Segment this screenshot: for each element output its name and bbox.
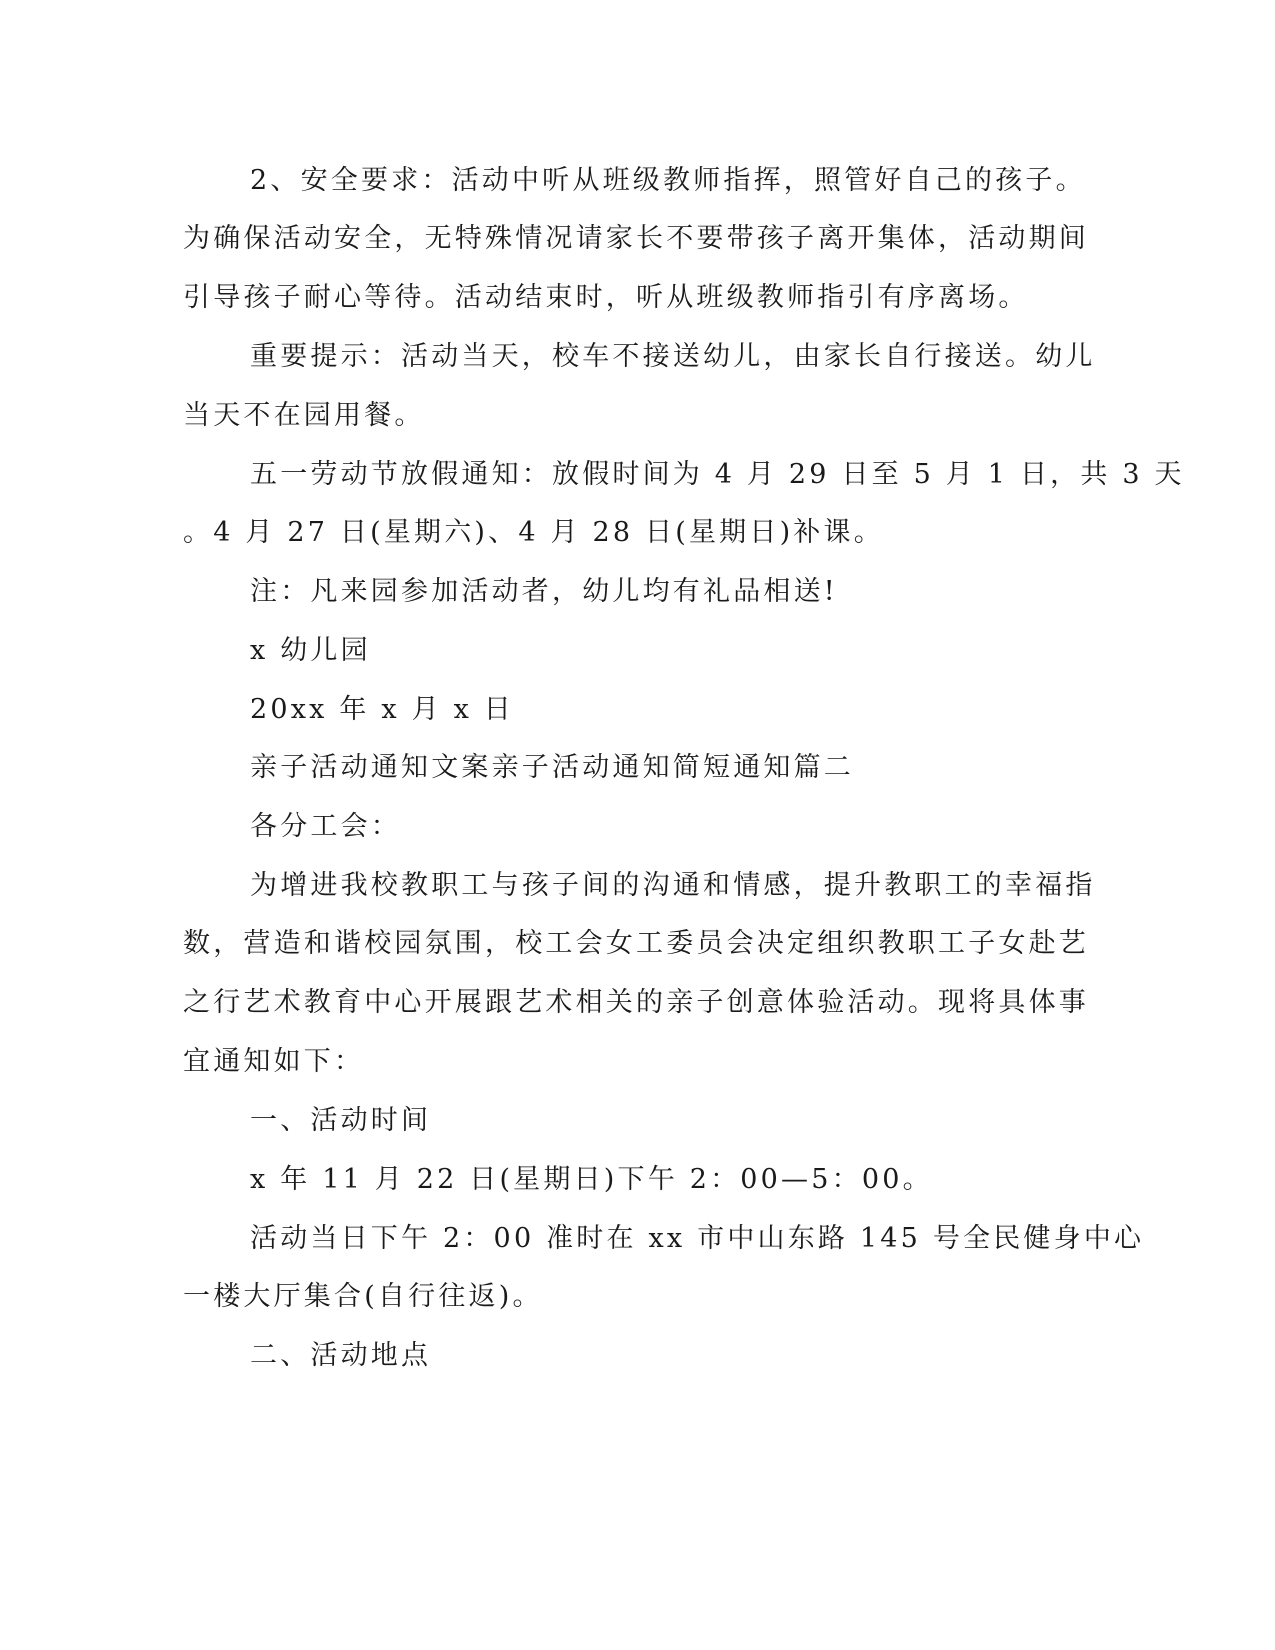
paragraph-line: 五一劳动节放假通知：放假时间为 4 月 29 日至 5 月 1 日，共 3 天 xyxy=(250,459,1185,490)
paragraph-line: 重要提示：活动当天，校车不接送幼儿，由家长自行接送。幼儿 xyxy=(250,341,1096,372)
paragraph-line: 当天不在园用餐。 xyxy=(183,400,425,431)
salutation: 各分工会： xyxy=(250,811,401,842)
paragraph-line: 宜通知如下： xyxy=(183,1046,365,1077)
paragraph-line: 一楼大厅集合(自行往返)。 xyxy=(183,1281,543,1312)
section-title: 亲子活动通知文案亲子活动通知简短通知篇二 xyxy=(250,752,854,783)
paragraph-line: x 年 11 月 22 日(星期日)下午 2：00—5：00。 xyxy=(250,1164,933,1195)
paragraph-line: 注：凡来园参加活动者，幼儿均有礼品相送! xyxy=(250,576,838,607)
paragraph-line: 活动当日下午 2：00 准时在 xx 市中山东路 145 号全民健身中心 xyxy=(250,1223,1145,1254)
paragraph-line: 。4 月 27 日(星期六)、4 月 28 日(星期日)补课。 xyxy=(183,517,884,548)
paragraph-line: 之行艺术教育中心开展跟艺术相关的亲子创意体验活动。现将具体事 xyxy=(183,987,1089,1018)
heading-activity-location: 二、活动地点 xyxy=(250,1340,432,1371)
paragraph-line: 为增进我校教职工与孩子间的沟通和情感，提升教职工的幸福指 xyxy=(250,870,1096,901)
heading-activity-time: 一、活动时间 xyxy=(250,1105,432,1136)
signature-date: 20xx 年 x 月 x 日 xyxy=(250,694,514,725)
paragraph-line: 数，营造和谐校园氛围，校工会女工委员会决定组织教职工子女赴艺 xyxy=(183,928,1089,959)
paragraph-line: 2、安全要求：活动中听从班级教师指挥，照管好自己的孩子。 xyxy=(250,165,1086,196)
paragraph-line: 为确保活动安全，无特殊情况请家长不要带孩子离开集体，活动期间 xyxy=(183,223,1089,254)
paragraph-line: 引导孩子耐心等待。活动结束时，听从班级教师指引有序离场。 xyxy=(183,282,1029,313)
signature-org: x 幼儿园 xyxy=(250,635,371,666)
